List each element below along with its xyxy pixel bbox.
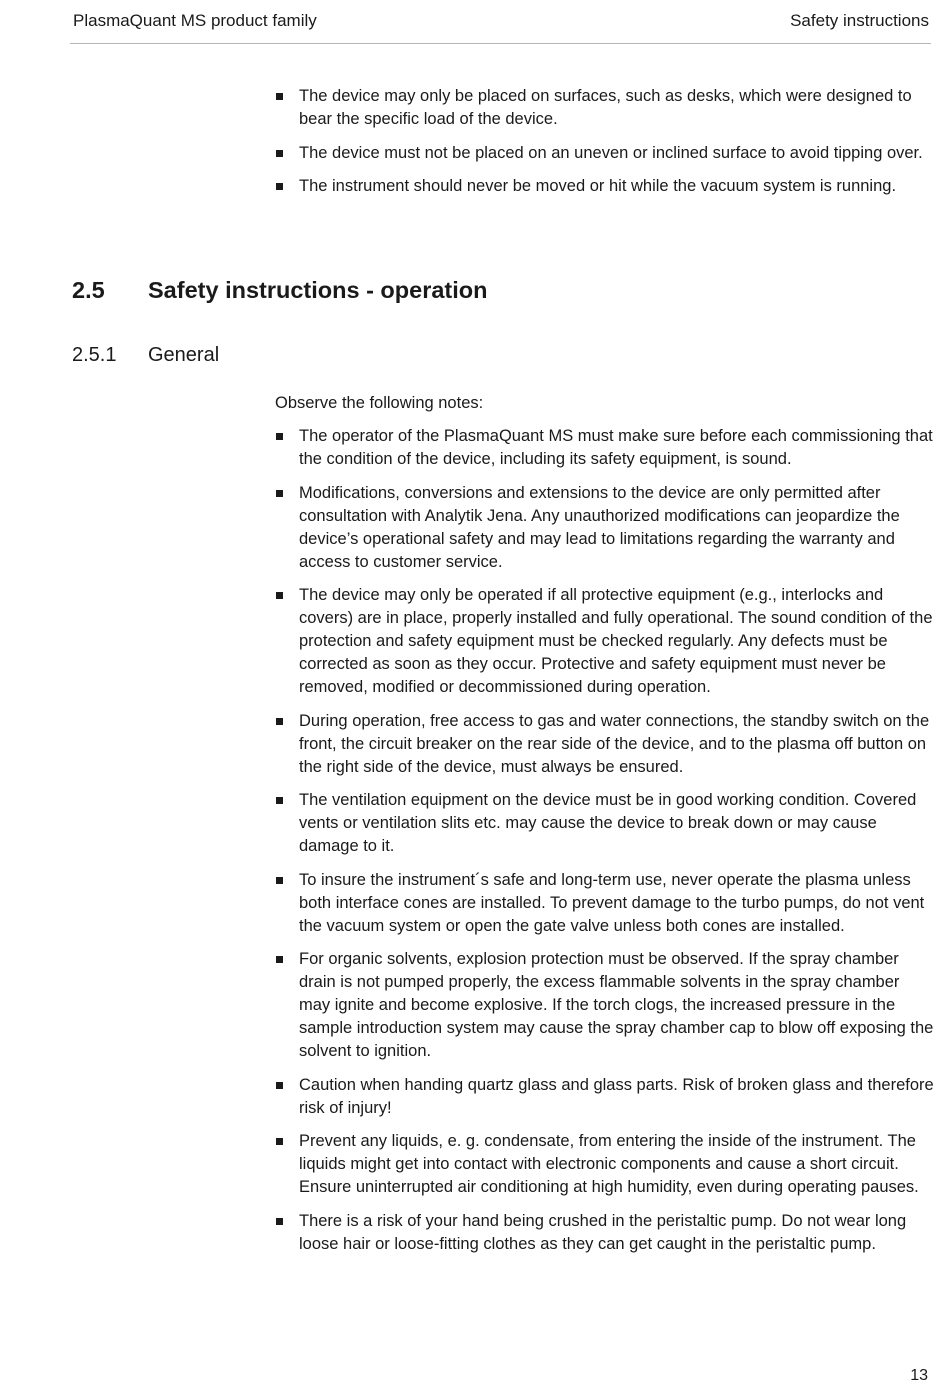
bullet-square-icon: [276, 718, 283, 725]
safety-bullet-list: [275, 425, 935, 1266]
list-item-text: During operation, free access to gas and water connections, the standby switch on the front, the circuit breaker on the rear side of the device, and to the plasma off button on the right side of the device, must always be ensured.: [299, 711, 930, 776]
list-item-text: The operator of the PlasmaQuant MS must make sure before each commissioning that the condition of the device, including its safety equipment, is sound.: [299, 427, 933, 468]
bullet-square-icon: [276, 1082, 283, 1089]
list-item: [275, 482, 935, 574]
list-item-text: The device may only be placed on surfaces, such as desks, which were designed to bear the specific load of the device.: [299, 87, 912, 128]
list-item-text: Caution when handing quartz glass and glass parts. Risk of broken glass and therefore risk of injury!: [299, 1075, 934, 1117]
bullet-square-icon: [276, 1218, 283, 1225]
list-item-text: The ventilation equipment on the device must be in good working condition. Covered vents or ventilation slits etc. may cause the device to break down or may cause damage to it.: [299, 791, 917, 855]
top-bullet-list: [275, 85, 935, 209]
list-item: [275, 175, 935, 198]
page-number: 13: [910, 1367, 928, 1384]
bullet-square-icon: [276, 797, 283, 804]
list-item: [275, 1130, 935, 1199]
bullet-square-icon: [276, 1138, 283, 1145]
intro-text: Observe the following notes:: [275, 394, 484, 412]
list-item: [275, 789, 935, 858]
bullet-square-icon: [276, 956, 283, 963]
bullet-square-icon: [276, 150, 283, 157]
list-item: [275, 1210, 935, 1256]
list-item-text: Prevent any liquids, e. g. condensate, from entering the inside of the instrument. The liquids might get into contact with electronic components and cause a short circuit. Ensure uninterrupted air conditioning at high humidity, even during operating pauses.: [299, 1132, 919, 1196]
subsection-heading: [72, 344, 219, 367]
list-item-text: To insure the instrument´s safe and long-term use, never operate the plasma unless both interface cones are installed. To prevent damage to the turbo pumps, do not vent the vacuum system or open the gate valve unless both cones are installed.: [299, 870, 925, 935]
header-document-title: PlasmaQuant MS product family: [73, 11, 317, 30]
list-item: [275, 85, 935, 131]
list-item: [275, 710, 935, 779]
section-title: Safety instructions - operation: [148, 277, 488, 303]
bullet-square-icon: [276, 433, 283, 440]
section-heading: [72, 277, 488, 304]
bullet-square-icon: [276, 592, 283, 599]
bullet-square-icon: [276, 877, 283, 884]
list-item: [275, 869, 935, 938]
bullet-square-icon: [276, 183, 283, 190]
list-item-text: Modifications, conversions and extensions to the device are only permitted after consultation with Analytik Jena. Any unauthorized modifications can jeopardize the device’s operational safety and may lead to limitations regarding the warranty and access to customer service.: [299, 483, 900, 571]
list-item-text: The device must not be placed on an uneven or inclined surface to avoid tipping over.: [299, 143, 923, 162]
list-item-text: The instrument should never be moved or hit while the vacuum system is running.: [299, 177, 897, 195]
page-header: [70, 8, 931, 44]
list-item: [275, 425, 935, 471]
list-item: [275, 1074, 935, 1120]
list-item-text: There is a risk of your hand being crushed in the peristaltic pump. Do not wear long loose hair or loose-fitting clothes as they can get caught in the peristaltic pump.: [299, 1211, 907, 1253]
header-chapter-title: Safety instructions: [790, 11, 929, 30]
list-item: [275, 948, 935, 1063]
subsection-number: 2.5.1: [72, 344, 117, 366]
list-item-text: The device may only be operated if all protective equipment (e.g., interlocks and covers) are in place, properly installed and fully operational. The sound condition of the protection and safety equipment must be checked regularly. Any defects must be corrected as soon as they occur. Protective and safety equipment must never be removed, modified or decommissioned during operation.: [299, 586, 933, 696]
bullet-square-icon: [276, 490, 283, 497]
list-item: [275, 142, 935, 165]
section-number: 2.5: [72, 277, 105, 303]
subsection-title: General: [148, 344, 220, 366]
list-item-text: For organic solvents, explosion protection must be observed. If the spray chamber drain is not pumped properly, the excess flammable solvents in the spray chamber may ignite and become explosive. If the torch clogs, the increased pressure in the sample introduction system may cause the spray chamber cap to blow off exposing the solvent to ignition.: [299, 950, 934, 1060]
bullet-square-icon: [276, 93, 283, 100]
list-item: [275, 584, 935, 699]
